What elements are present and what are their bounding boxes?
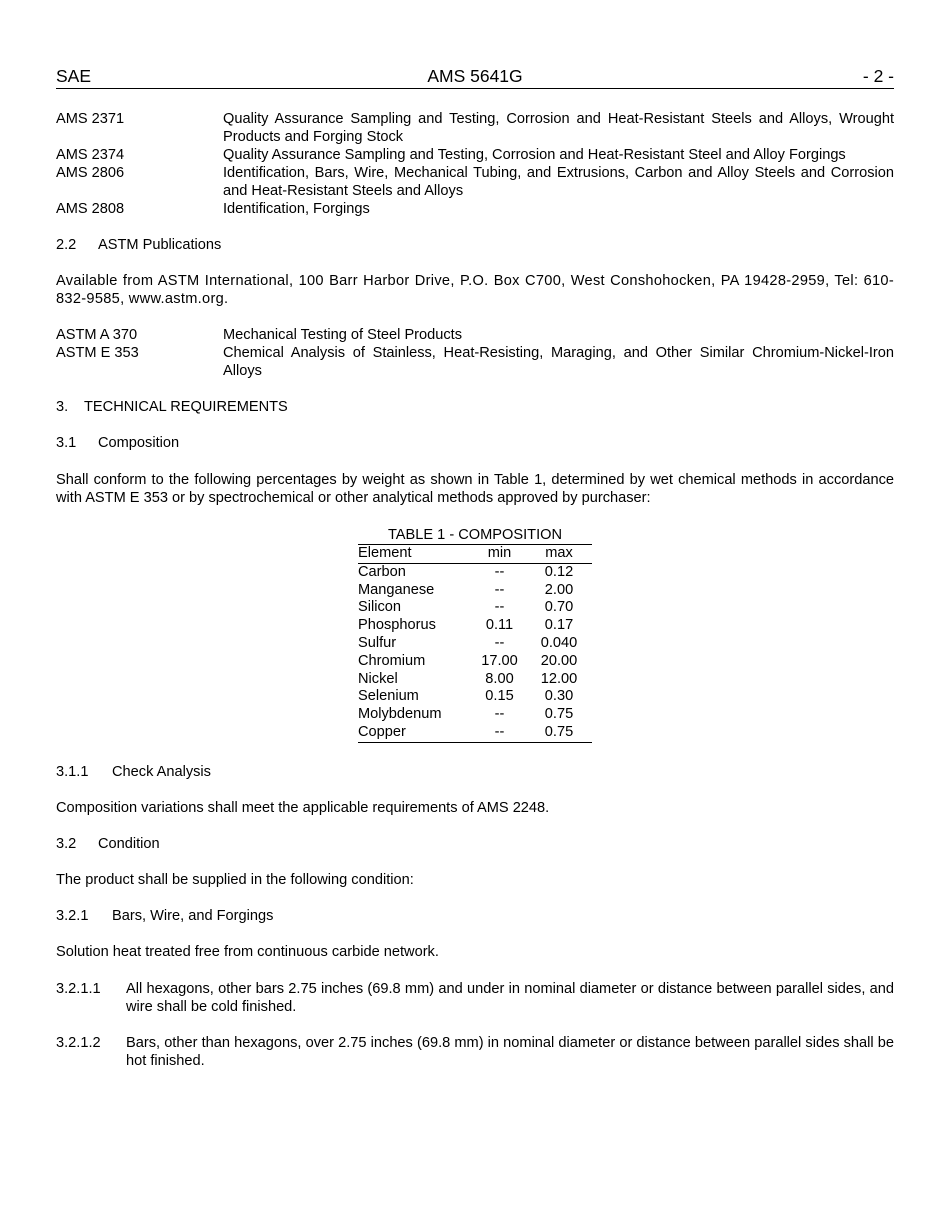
section-3-2-1-2 xyxy=(56,1034,894,1070)
cell-max: 0.040 xyxy=(540,634,578,651)
cell-min: -- xyxy=(494,581,505,598)
table-row xyxy=(358,599,592,617)
astm-availability-paragraph: Available from ASTM International, 100 Barr Harbor Drive, P.O. Box C700, West Conshohocken, PA 19428-2959, Tel: 610-832-9585, www.astm.org. xyxy=(56,273,894,307)
cell-element: Sulfur xyxy=(358,634,397,651)
cell-min: -- xyxy=(494,706,505,723)
section-heading-3-1-1 xyxy=(56,763,894,781)
cell-min: -- xyxy=(494,563,505,580)
table-row xyxy=(358,617,592,635)
reference-item xyxy=(56,164,894,200)
section-heading-3-1 xyxy=(56,434,894,452)
reference-title: Quality Assurance Sampling and Testing, Corrosion and Heat-Resistant Steel and Alloy Forgings xyxy=(223,147,846,163)
cell-max: 12.00 xyxy=(540,670,578,687)
section-text: All hexagons, other bars 2.75 inches (69.8 mm) and under in nominal diameter or distance between parallel sides, and wire shall be cold finished. xyxy=(126,980,894,1015)
cell-min: -- xyxy=(494,599,505,616)
section-heading-3-2-1 xyxy=(56,907,894,925)
reference-item xyxy=(56,344,894,380)
table-row xyxy=(358,653,592,671)
condition-paragraph: The product shall be supplied in the following condition: xyxy=(56,871,414,888)
cell-min: 0.11 xyxy=(485,617,514,634)
cell-max: 0.75 xyxy=(544,723,574,740)
cell-element: Phosphorus xyxy=(358,617,436,634)
section-text: Bars, other than hexagons, over 2.75 inches (69.8 mm) in nominal diameter or distance between parallel sides shall be hot finished. xyxy=(126,1034,894,1069)
cell-max: 20.00 xyxy=(540,652,578,669)
reference-code: AMS 2806 xyxy=(56,165,125,181)
cell-max: 0.70 xyxy=(544,599,574,616)
section-title: TECHNICAL REQUIREMENTS xyxy=(84,399,288,415)
astm-reference-list xyxy=(56,326,894,380)
reference-item xyxy=(56,110,894,146)
cell-min: -- xyxy=(494,723,505,740)
section-heading-3 xyxy=(56,398,894,416)
cell-element: Selenium xyxy=(358,688,419,705)
cell-min: 8.00 xyxy=(485,670,514,687)
section-heading-3-2 xyxy=(56,835,894,853)
section-title: Condition xyxy=(98,835,160,852)
header-org: SAE xyxy=(56,66,92,86)
composition-paragraph: Shall conform to the following percentages by weight as shown in Table 1, determined by wet chemical methods in accordance with ASTM E 353 or by spectrochemical or other analytical methods approved by purchaser: xyxy=(56,472,894,506)
cell-element: Nickel xyxy=(358,670,398,687)
ams-reference-list xyxy=(56,110,894,218)
reference-title: Identification, Bars, Wire, Mechanical Tubing, and Extrusions, Carbon and Alloy Steels and Corrosion and Heat-Resistant Steels and Alloys xyxy=(223,165,894,199)
cell-element: Manganese xyxy=(358,581,435,598)
reference-code: ASTM A 370 xyxy=(56,327,138,343)
section-number: 3.1 xyxy=(56,435,77,451)
reference-code: ASTM E 353 xyxy=(56,345,139,361)
cell-min: 0.15 xyxy=(485,688,514,705)
cell-max: 0.30 xyxy=(544,688,574,705)
table-row xyxy=(358,563,592,581)
section-number: 3.2.1.1 xyxy=(56,980,101,997)
cell-max: 0.75 xyxy=(544,706,574,723)
cell-max: 0.12 xyxy=(544,563,574,580)
solution-paragraph: Solution heat treated free from continuous carbide network. xyxy=(56,943,439,960)
table-row xyxy=(358,688,592,706)
reference-item xyxy=(56,200,894,218)
cell-element: Carbon xyxy=(358,563,406,580)
reference-code: AMS 2808 xyxy=(56,201,125,217)
reference-title: Chemical Analysis of Stainless, Heat-Resisting, Maraging, and Other Similar Chromium-Nickel-Iron Alloys xyxy=(223,345,894,379)
section-number: 3.2 xyxy=(56,835,77,852)
section-heading-2-2 xyxy=(56,236,894,254)
reference-title: Quality Assurance Sampling and Testing, Corrosion and Heat-Resistant Steels and Alloys, Wrought Products and Forging Stock xyxy=(223,111,894,145)
cell-min: -- xyxy=(494,634,505,651)
section-number: 3.1.1 xyxy=(56,763,89,780)
table-row xyxy=(358,635,592,653)
table-row xyxy=(358,724,592,742)
cell-max: 2.00 xyxy=(544,581,574,598)
composition-table xyxy=(358,544,592,743)
reference-item xyxy=(56,326,894,344)
reference-title: Identification, Forgings xyxy=(223,201,370,217)
section-title: Bars, Wire, and Forgings xyxy=(112,907,274,924)
section-number: 2.2 xyxy=(56,237,77,253)
cell-element: Copper xyxy=(358,723,406,740)
cell-element: Molybdenum xyxy=(358,706,442,723)
section-title: Composition xyxy=(98,435,180,451)
section-number: 3.2.1.2 xyxy=(56,1034,101,1051)
table-row xyxy=(358,706,592,724)
cell-element: Chromium xyxy=(358,652,426,669)
table-row xyxy=(358,671,592,689)
table-row xyxy=(358,582,592,600)
page-header xyxy=(56,66,894,89)
cell-element: Silicon xyxy=(358,599,401,616)
header-page-number: - 2 - xyxy=(862,66,894,86)
section-title: Check Analysis xyxy=(112,763,211,780)
cell-max: 0.17 xyxy=(544,617,574,634)
table-caption: TABLE 1 - COMPOSITION xyxy=(387,527,563,543)
column-header-min: min xyxy=(487,545,512,561)
column-header-max: max xyxy=(545,545,573,561)
reference-item xyxy=(56,146,894,164)
section-number: 3.2.1 xyxy=(56,907,89,924)
document-page xyxy=(56,66,894,1070)
reference-title: Mechanical Testing of Steel Products xyxy=(223,327,463,343)
reference-code: AMS 2374 xyxy=(56,147,125,163)
column-header-element: Element xyxy=(358,545,412,561)
check-analysis-paragraph: Composition variations shall meet the applicable requirements of AMS 2248. xyxy=(56,799,550,816)
section-3-2-1-1 xyxy=(56,980,894,1016)
section-number: 3. xyxy=(56,399,69,415)
section-title: ASTM Publications xyxy=(98,237,222,253)
table-header-row xyxy=(358,545,592,564)
cell-min: 17.00 xyxy=(481,652,518,669)
header-doc-number: AMS 5641G xyxy=(427,66,523,86)
reference-code: AMS 2371 xyxy=(56,111,125,127)
